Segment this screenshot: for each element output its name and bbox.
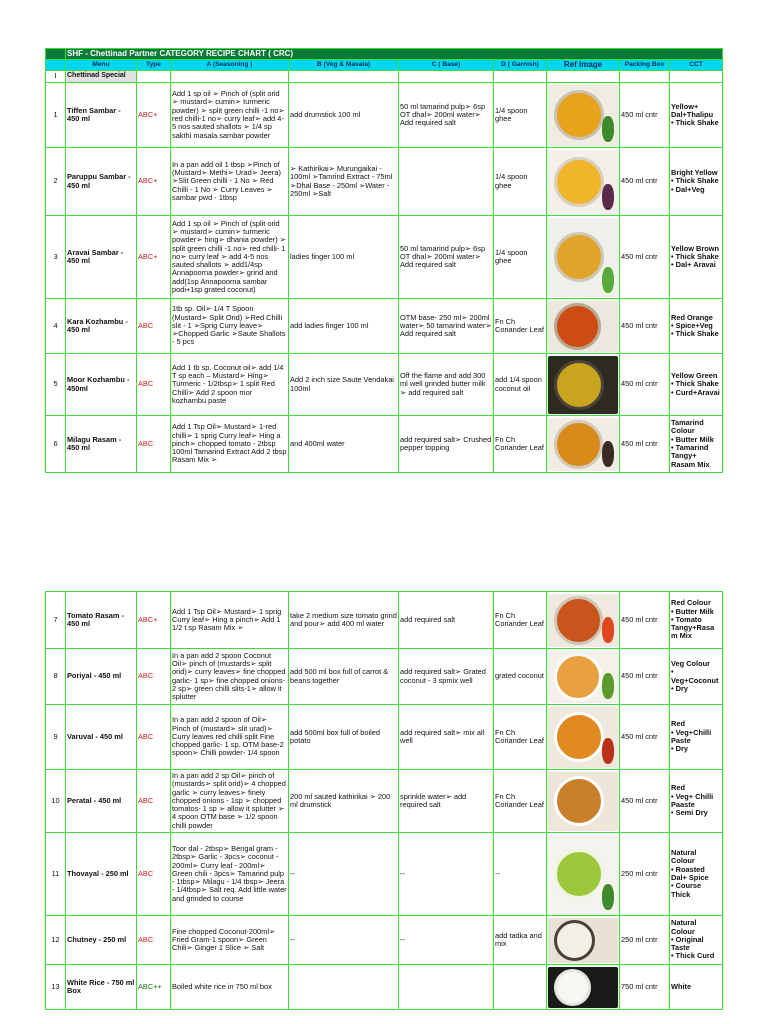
type-badge: ABC++	[138, 981, 162, 991]
dish-photo	[548, 772, 618, 831]
cct-item: • Veg+Chilli Paste	[671, 727, 712, 745]
ref-image-cell	[547, 83, 620, 148]
veg-masala-cell: add drumstick 100 ml	[289, 83, 399, 148]
cct-cell	[670, 705, 723, 770]
menu-name: Moor Kozhambu - 450ml	[66, 354, 137, 416]
packing-box-cell: 450 ml cntr	[620, 592, 670, 649]
packing-box-cell: 450 ml cntr	[620, 148, 670, 216]
base-cell: --	[399, 916, 494, 965]
cct-item: Tamarind Colour	[671, 418, 704, 436]
table-row	[46, 354, 723, 416]
base-cell	[399, 148, 494, 216]
cct-item: • Course Thick	[671, 881, 702, 899]
ref-image-cell	[547, 216, 620, 299]
menu-name: Varuval - 450 ml	[66, 705, 137, 770]
table-row	[46, 833, 723, 916]
cct-item: Natural Colour	[671, 918, 697, 936]
cct-cell	[670, 916, 723, 965]
empty-cell	[547, 71, 620, 83]
type-cell	[137, 649, 171, 705]
veg-masala-cell: ladies finger 100 ml	[289, 216, 399, 299]
title-left-cell	[46, 49, 66, 60]
veg-masala-cell	[289, 965, 399, 1010]
garnish-cell: add tadka and mix	[494, 916, 547, 965]
empty-cell	[670, 71, 723, 83]
type-badge: ABC+	[138, 109, 158, 119]
cct-item: • Original Taste	[671, 934, 704, 953]
cct-item: White	[671, 981, 692, 991]
cct-item: • Thick Shake	[671, 251, 719, 261]
type-cell	[137, 299, 171, 354]
table-row	[46, 965, 723, 1010]
row-number: 8	[46, 649, 66, 705]
veg-masala-cell: 200 ml sauted kathirikai ➢ 200 ml drumstick	[289, 770, 399, 833]
table-row	[46, 416, 723, 473]
veg-masala-cell: add ladies finger 100 ml	[289, 299, 399, 354]
base-cell: OTM base- 250 ml➢ 200ml water➢ 50 tamarind water➢ Add required salt	[399, 299, 494, 354]
garnish-cell: 1/4 spoon ghee	[494, 216, 547, 299]
cct-item: Bright Yellow	[671, 168, 718, 178]
cct-item: • Tomato Tangy+Rasa m Mix	[671, 614, 715, 641]
type-cell	[137, 83, 171, 148]
seasoning-cell: Add 1 sp oil ➢ Pinch of (split orid ➢ mustard➢ cumin➢ turmeric powder➢ hing➢ dhania powder) ➢ split green chilli -1 no➢ red chilli- 1 no➢ curry leaf ➢ add 4-5 nos sauted shallots ➢ add1/4sp Annapoorna powder➢ grind and add(1sp Annapoorna sambar podi+1sp grated coconut)	[171, 216, 289, 299]
packing-box-cell: 450 ml cntr	[620, 649, 670, 705]
cct-cell	[670, 770, 723, 833]
packing-box-cell: 750 ml cntr	[620, 965, 670, 1010]
garnish-cell: add 1/4 spoon coconut oil	[494, 354, 547, 416]
dish-photo	[548, 594, 618, 647]
packing-box-cell: 450 ml cntr	[620, 354, 670, 416]
packing-box-cell: 250 ml cntr	[620, 916, 670, 965]
ref-image-cell	[547, 354, 620, 416]
chart-title: SHF - Chettinad Partner CATEGORY RECIPE CHART ( CRC)	[66, 49, 723, 60]
dish-photo	[548, 218, 618, 297]
cct-cell	[670, 216, 723, 299]
cct-item: Red Colour	[671, 598, 711, 608]
table-row	[46, 705, 723, 770]
empty-cell	[494, 71, 547, 83]
base-cell	[399, 965, 494, 1010]
type-badge: ABC	[138, 379, 154, 389]
type-badge: ABC	[138, 934, 154, 944]
type-cell	[137, 965, 171, 1010]
header-seasoning: A (Seasoning )	[171, 60, 289, 71]
row-number: 4	[46, 299, 66, 354]
cct-item: Yellow+ Dal+Thalipu	[671, 101, 714, 119]
cct-item: • Curd+Aravai	[671, 387, 720, 397]
dish-photo	[548, 651, 618, 703]
header-base: C ( Base)	[399, 60, 494, 71]
garnish-cell: Fn Ch Coriander Leaf	[494, 592, 547, 649]
packing-box-cell: 450 ml cntr	[620, 299, 670, 354]
table-row	[46, 83, 723, 148]
cct-item: • Semi Dry	[671, 808, 708, 818]
cct-item: • Thick Shake	[671, 176, 719, 186]
type-cell	[137, 216, 171, 299]
menu-name: Poriyal - 450 ml	[66, 649, 137, 705]
seasoning-cell: Boiled white rice in 750 ml box	[171, 965, 289, 1010]
seasoning-cell: In a pan add oil 1 tbsp ➢Pinch of (Mustard➢ Methi➢ Urad➢ Jeera) ➢Slit Green chilli - 1 No ➢ Red Chilli - 1 No ➢ Curry Leaves ➢ sambar pwd - 1tbsp	[171, 148, 289, 216]
dish-photo	[548, 418, 618, 471]
cct-item: • Dal+Veg	[671, 184, 705, 194]
garnish-cell: Fn Ch Coriander Leaf	[494, 299, 547, 354]
menu-name: Paruppu Sambar - 450 ml	[66, 148, 137, 216]
cct-cell	[670, 965, 723, 1010]
cct-item: Yellow Green	[671, 371, 718, 381]
type-badge: ABC+	[138, 614, 158, 624]
type-cell	[137, 148, 171, 216]
empty-cell	[620, 71, 670, 83]
cct-item: • Butter Milk	[671, 434, 714, 444]
type-badge: ABC	[138, 731, 154, 741]
cct-cell	[670, 148, 723, 216]
seasoning-cell: Add 1 tb sp. Coconut oil➢ add 1/4 T sp each – Mustard➢ Hing➢ Turmeric - 1/2tbsp➢ 1 split Red Chilli➢ Add 2 spoon mor kozhambu paste	[171, 354, 289, 416]
veg-masala-cell: ➢ Kathirikai➢ Murungaikai - 100ml ➢Tamrind Extract - 75ml ➢Dhal Base - 250ml ➢Water - 250ml ➢Salt	[289, 148, 399, 216]
seasoning-cell: Toor dal - 2tbsp➢ Bengal gram - 2tbsp➢ Garlic - 3pcs➢ coconut - 200ml➢ Curry leaf - 200ml➢ Green chili - 3pcs➢ Tamarind pulp - 1tbsp➢ Milagu - 1/4 tbsp➢ Jeera - 1/4tbsp➢ Salt req. Add little water and grinded to course	[171, 833, 289, 916]
table-row	[46, 592, 723, 649]
seasoning-cell: In a pan add 2 spoon Coconut Oil➢ pinch of (mustards➢ split orid)➢ curry leaves➢ fine chopped garlic- 1 sp➢ fine chopped onions- 2 sp➢ green chilli slits-1➢ allow it splutter	[171, 649, 289, 705]
seasoning-cell: 1tb sp. Oil➢ 1/4 T Spoon (Mustard➢ Split Orid) ➢Red Chilli slit - 1 ➢Sprig Curry leave➢ ➢Chopped Garlic ➢Saute Shallots - 5 pcs	[171, 299, 289, 354]
header-packing-box: Packing Box	[620, 60, 670, 71]
cct-item: • Thick Curd	[671, 951, 715, 961]
ref-image-cell	[547, 148, 620, 216]
base-cell: --	[399, 833, 494, 916]
header-type: Type	[137, 60, 171, 71]
recipe-chart-table-part-2	[45, 591, 723, 1010]
garnish-cell: Fn Ch Coriander Leaf	[494, 416, 547, 473]
header-no	[46, 60, 66, 71]
packing-box-cell: 450 ml cntr	[620, 83, 670, 148]
seasoning-cell: In a pan add 2 spoon of Oil➢ Pinch of (mustard➢ slit urad)➢ Curry leaves red chilli split Fine chopped garlic- 1 sp. OTM base-2 spoon➢ Chilli powder- 1/4 spoon	[171, 705, 289, 770]
row-number: 1	[46, 83, 66, 148]
row-number: 13	[46, 965, 66, 1010]
cct-item: Veg Colour	[671, 658, 711, 668]
cct-cell	[670, 354, 723, 416]
cct-item: • Dry	[671, 744, 688, 754]
cct-item: Yellow Brown	[671, 243, 720, 253]
type-cell	[137, 354, 171, 416]
veg-masala-cell: --	[289, 916, 399, 965]
seasoning-cell: Fine chopped Coconut-200ml➢ Fried Gram-1 spoon➢ Green Chili➢ Ginger 1 Slice ➢ Salt	[171, 916, 289, 965]
type-badge: ABC+	[138, 251, 158, 261]
ref-image-cell	[547, 770, 620, 833]
packing-box-cell: 250 ml cntr	[620, 833, 670, 916]
empty-cell	[137, 71, 171, 83]
recipe-chart-table-part-1	[45, 48, 723, 473]
garnish-cell: Fn Ch Coriander Leaf	[494, 705, 547, 770]
ref-image-cell	[547, 833, 620, 916]
ref-image-cell	[547, 416, 620, 473]
cct-item: Red Orange	[671, 312, 713, 322]
dish-photo	[548, 85, 618, 146]
cct-item: • Tamarind Tangy+ Rasam Mix	[671, 443, 710, 469]
packing-box-cell: 450 ml cntr	[620, 770, 670, 833]
dish-photo	[548, 835, 618, 914]
ref-image-cell	[547, 649, 620, 705]
type-cell	[137, 770, 171, 833]
veg-masala-cell: add 500 ml box full of carrot & beans together	[289, 649, 399, 705]
menu-name: Aravai Sambar - 450 ml	[66, 216, 137, 299]
header-menu: Menu	[66, 60, 137, 71]
garnish-cell	[494, 965, 547, 1010]
row-number: 6	[46, 416, 66, 473]
cct-cell	[670, 416, 723, 473]
veg-masala-cell: take 2 medium size tomato grind and pour➢ add 400 ml water	[289, 592, 399, 649]
garnish-cell: --	[494, 833, 547, 916]
dish-photo	[548, 707, 618, 768]
header-veg-masala: B (Veg & Masala)	[289, 60, 399, 71]
type-badge: ABC	[138, 320, 154, 330]
cct-item: • Dry	[671, 683, 688, 693]
cct-item: • Butter Milk	[671, 606, 714, 616]
garnish-cell: 1/4 spoon ghee	[494, 83, 547, 148]
header-ref-image: Ref Image	[547, 60, 620, 71]
row-number: 7	[46, 592, 66, 649]
header-garnish: D ( Garnish)	[494, 60, 547, 71]
seasoning-cell: Add 1 Tsp Oil➢ Mustard➢ 1-red chilli➢ 1 sprig Curry leaf➢ Hing a pinch➢ chopped tomato - 2tbsp 100ml Tamarind Extract Add 2 tbsp Rasam Mix ➢	[171, 416, 289, 473]
menu-name: Thovayal - 250 ml	[66, 833, 137, 916]
dish-photo	[548, 356, 618, 414]
type-badge: ABC	[138, 438, 154, 448]
base-cell: add required salt➢ Grated coconut - 3 spmix well	[399, 649, 494, 705]
veg-masala-cell: add 500ml box full of boiled potato	[289, 705, 399, 770]
ref-image-cell	[547, 299, 620, 354]
row-number: 9	[46, 705, 66, 770]
type-badge: ABC	[138, 868, 154, 878]
menu-name: Milagu Rasam - 450 ml	[66, 416, 137, 473]
row-number: 5	[46, 354, 66, 416]
dish-photo	[548, 150, 618, 214]
cct-item: • Thick Shake	[671, 379, 719, 389]
cct-item: • Veg+ Chilli Paaste	[671, 791, 714, 809]
menu-name: Peratal - 450 ml	[66, 770, 137, 833]
cct-cell	[670, 299, 723, 354]
menu-name: Tomato Rasam - 450 ml	[66, 592, 137, 649]
empty-cell	[399, 71, 494, 83]
base-cell: add required salt➢ Crushed pepper topping	[399, 416, 494, 473]
cct-item: Red	[671, 783, 685, 793]
row-number: 3	[46, 216, 66, 299]
row-number: 10	[46, 770, 66, 833]
cct-item: Red	[671, 719, 685, 729]
cct-item: Natural Colour	[671, 848, 697, 866]
veg-masala-cell: Add 2 inch size Saute Vendakai 100ml	[289, 354, 399, 416]
packing-box-cell: 450 ml cntr	[620, 416, 670, 473]
seasoning-cell: Add 1 sp oil ➢ Pinch of (split orid ➢ mustard➢ cumin➢ turmeric powder) ➢ split green chilli -1 no➢ red chilli-1 no➢ curry leaf➢ add 4-5 nos sauted shallots ➢ 1/4 sp sakthi masala sambar powder	[171, 83, 289, 148]
row-number: 2	[46, 148, 66, 216]
menu-name: Chutney - 250 ml	[66, 916, 137, 965]
header-cct: CCT	[670, 60, 723, 71]
garnish-cell: Fn Ch Coriander Leaf	[494, 770, 547, 833]
cct-item: • Thick Shake	[671, 118, 719, 128]
base-cell: sprinkle water➢ add required salt	[399, 770, 494, 833]
packing-box-cell: 450 ml cntr	[620, 216, 670, 299]
base-cell: 50 ml tamarind pulp➢ 6sp OT dhal➢ 200ml water➢ Add required salt	[399, 216, 494, 299]
table-row	[46, 770, 723, 833]
table-row	[46, 916, 723, 965]
section-label: Chettinad Special	[66, 71, 137, 83]
dish-photo	[548, 301, 618, 352]
dish-photo	[548, 967, 618, 1008]
ref-image-cell	[547, 916, 620, 965]
row-number: 12	[46, 916, 66, 965]
base-cell: 50 ml tamarind pulp➢ 6sp OT dhal➢ 200ml water➢ Add required salt	[399, 83, 494, 148]
base-cell: Off the flame and add 300 ml well grinded butter milk ➢ add required salt	[399, 354, 494, 416]
ref-image-cell	[547, 592, 620, 649]
cct-item: • Spice+Veg	[671, 320, 713, 330]
type-cell	[137, 705, 171, 770]
type-cell	[137, 592, 171, 649]
dish-photo	[548, 918, 618, 963]
type-cell	[137, 916, 171, 965]
ref-image-cell	[547, 965, 620, 1010]
veg-masala-cell: and 400ml water	[289, 416, 399, 473]
empty-cell	[289, 71, 399, 83]
veg-masala-cell: --	[289, 833, 399, 916]
type-badge: ABC	[138, 671, 154, 681]
menu-name: White Rice - 750 ml Box	[66, 965, 137, 1010]
cct-cell	[670, 833, 723, 916]
menu-name: Kara Kozhambu - 450 ml	[66, 299, 137, 354]
table-row	[46, 649, 723, 705]
cct-cell	[670, 592, 723, 649]
menu-name: Tiffen Sambar - 450 ml	[66, 83, 137, 148]
base-cell: add required salt	[399, 592, 494, 649]
row-number: 11	[46, 833, 66, 916]
base-cell: add required salt➢ mix all well	[399, 705, 494, 770]
ref-image-cell	[547, 705, 620, 770]
packing-box-cell: 450 ml cntr	[620, 705, 670, 770]
cct-item: • Dal+ Aravai	[671, 260, 716, 270]
garnish-cell: grated coconut	[494, 649, 547, 705]
type-cell	[137, 833, 171, 916]
type-badge: ABC+	[138, 176, 158, 186]
cct-cell	[670, 649, 723, 705]
seasoning-cell: In a pan add 2 sp Oil➢ pinch of (mustards➢ split orid)➢ 4 chopped garlic ➢ curry leaves➢ finely chopped onions - 1sp ➢ chopped tomatos- 1 sp ➢ allow it splutter ➢ 4 spoon OTM base ➢ 1/2 spoon chilli powder	[171, 770, 289, 833]
table-row	[46, 216, 723, 299]
cct-cell	[670, 83, 723, 148]
cct-item: • Thick Shake	[671, 329, 719, 339]
cct-item: • Roasted Dal+ Spice	[671, 864, 709, 882]
type-cell	[137, 416, 171, 473]
cct-item: • Veg+Coconut	[671, 667, 719, 685]
type-badge: ABC	[138, 795, 154, 805]
seasoning-cell: Add 1 Tsp Oil➢ Mustard➢ 1 sprig Curry leaf➢ Hing a pinch➢ Add 1 1/2 t sp Rasam Mix ➢	[171, 592, 289, 649]
table-row	[46, 148, 723, 216]
table-row	[46, 299, 723, 354]
garnish-cell: 1/4 spoon ghee	[494, 148, 547, 216]
empty-cell	[171, 71, 289, 83]
section-number: I	[46, 71, 66, 83]
